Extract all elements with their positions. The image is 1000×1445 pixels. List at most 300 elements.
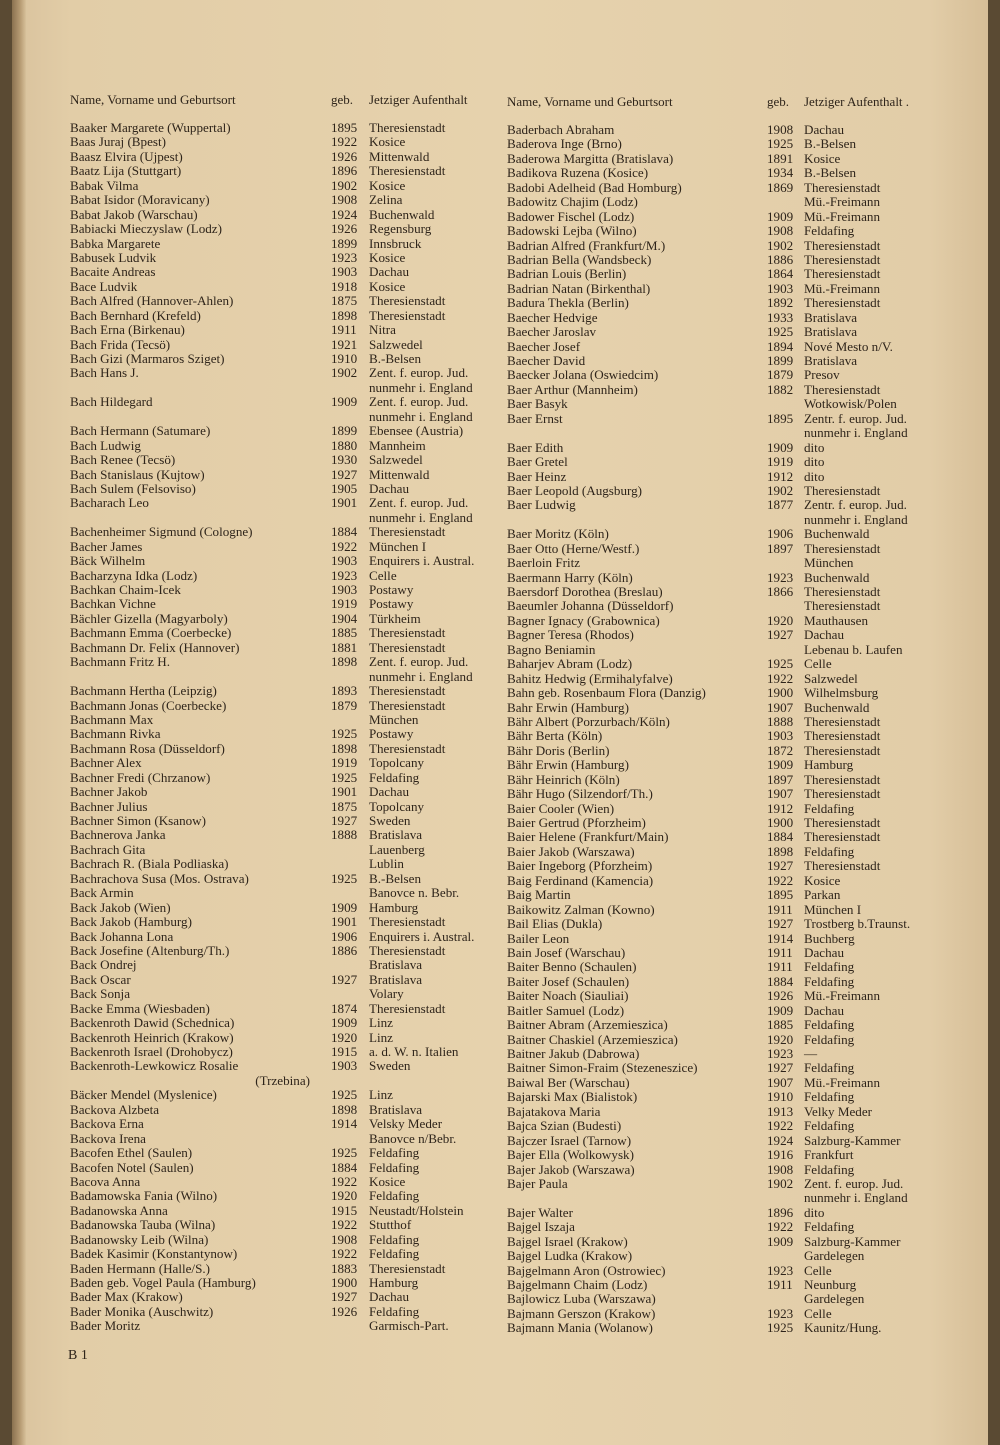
list-item: Bäcker Mendel (Myslenice) [70, 1087, 217, 1103]
list-item: Postawy [369, 596, 414, 612]
list-item [331, 987, 371, 1001]
list-item: B.-Belsen [369, 351, 422, 366]
list-item: Kosice [369, 249, 406, 265]
list-item: Theresienstadt [369, 914, 446, 930]
list-item: Baiter Josef (Schaulen) [507, 973, 630, 989]
list-item: Baer Ernst [507, 410, 563, 426]
list-item: 1912 [767, 800, 794, 816]
list-item: Badrian Alfred (Frankfurt/M.) [507, 237, 666, 253]
list-item: Baitner Jakub (Dabrowa) [507, 1046, 640, 1061]
list-item: Bach Stanislaus (Kujtow) [70, 466, 205, 482]
list-item: Baer Edith [507, 439, 564, 455]
list-item: Baderbach Abraham [507, 122, 615, 137]
list-item: Lauenberg [369, 841, 425, 857]
list-item: 1869 [767, 179, 794, 195]
list-item: 1901 [331, 495, 358, 511]
list-item: 1919 [767, 454, 794, 470]
list-item: 1905 [331, 480, 358, 496]
list-item: Baer Ludwig [507, 497, 576, 513]
list-item: Innsbruck [369, 235, 422, 251]
list-item: 1906 [767, 526, 794, 542]
list-item: 1898 [331, 1101, 358, 1117]
list-item: Feldafing [804, 1017, 855, 1033]
list-item: 1900 [331, 1275, 358, 1290]
list-item: Linz [369, 1087, 393, 1103]
list-item: 1915 [331, 1202, 358, 1218]
list-item: Baiwal Ber (Warschau) [507, 1074, 630, 1090]
list-item: Babak Vilma [70, 177, 139, 193]
list-item: Theresienstadt [804, 266, 881, 282]
list-item: Bahr Erwin (Hamburg) [507, 699, 629, 715]
list-item: Badamowska Fania (Wilno) [70, 1188, 218, 1204]
list-item: Buchberg [804, 930, 855, 946]
list-item: 1902 [331, 177, 358, 193]
list-item: Zentr. f. europ. Jud. [804, 497, 907, 513]
list-item: 1908 [331, 1231, 358, 1247]
list-item: 1879 [767, 367, 794, 383]
list-item: 1920 [767, 1031, 794, 1047]
list-item: Badanowska Anna [70, 1202, 168, 1218]
list-item: nunmehr i. England [804, 425, 908, 441]
list-item: Velsky Meder [369, 1116, 443, 1132]
list-item: 1891 [767, 150, 794, 166]
list-item: Sweden [369, 1058, 411, 1074]
list-item: 1896 [767, 1204, 794, 1220]
list-item: Kosice [369, 278, 406, 294]
list-item: Bähr Erwin (Hamburg) [507, 757, 629, 773]
list-item: Dachau [369, 480, 409, 496]
list-item: Bachner Jakob [70, 784, 148, 800]
list-item: Bachmann Hertha (Leipzig) [70, 683, 217, 699]
list-item: Bail Elias (Dukla) [507, 916, 603, 932]
list-item: 1911 [767, 959, 793, 975]
list-item: Zent. f. europ. Jud. [804, 1175, 904, 1191]
list-item: Bähr Hugo (Silzendorf/Th.) [507, 786, 653, 802]
list-item: 1914 [767, 930, 794, 946]
list-item: Baier Cooler (Wien) [507, 800, 615, 816]
list-item: Bajarski Max (Bialistok) [507, 1089, 638, 1105]
list-item: Bratislava [804, 309, 858, 325]
list-item: Theresienstadt [369, 697, 446, 713]
list-item: Badura Thekla (Berlin) [507, 295, 629, 311]
list-item [331, 1319, 371, 1333]
list-item: 1907 [767, 1074, 794, 1090]
list-item: Theresienstadt [804, 728, 881, 744]
list-item: Frankfurt [804, 1147, 854, 1163]
list-item: Feldafing [804, 1118, 855, 1134]
list-item: Bähr Heinrich (Köln) [507, 771, 620, 787]
list-item: Theresienstadt [369, 942, 446, 958]
list-item: 1898 [331, 307, 358, 323]
list-item: Neunburg [804, 1277, 857, 1292]
list-item: nunmehr i. England [804, 511, 908, 527]
list-item: Baitner Chaskiel (Arzemieszica) [507, 1031, 678, 1047]
list-item: Backenroth Israel (Drohobycz) [70, 1044, 233, 1059]
list-item: Bader Moritz [70, 1318, 141, 1334]
list-item: Mü.-Freimann [804, 280, 881, 296]
list-item: 1930 [331, 452, 358, 468]
list-item: Back Johanna Lona [70, 928, 174, 944]
list-item: 1925 [331, 870, 358, 886]
list-item: 1912 [767, 468, 794, 484]
left-year-column [331, 0, 371, 1445]
list-item: Feldafing [804, 1161, 855, 1177]
list-item: 1903 [331, 264, 358, 280]
list-item: a. d. W. n. Italien [369, 1044, 459, 1059]
list-item: Baecher David [507, 353, 586, 368]
list-item: 1902 [767, 237, 794, 253]
list-item: 1903 [331, 553, 358, 569]
list-item: Theresienstadt [369, 683, 446, 699]
list-item: Baig Martin [507, 887, 571, 903]
list-item: Backova Alzbeta [70, 1101, 160, 1117]
list-item: Kosice [369, 1173, 406, 1189]
list-item: Bachmann Fritz H. [70, 654, 170, 670]
list-item: Theresienstadt [804, 598, 881, 614]
list-item [70, 381, 320, 395]
list-item: 1886 [767, 251, 794, 267]
list-item: Baer Basyk [507, 396, 568, 412]
list-item: Bach Hans J. [70, 365, 139, 381]
list-item: Babat Jakob (Warschau) [70, 206, 198, 222]
list-item [331, 886, 371, 900]
list-item: Baermann Harry (Köln) [507, 569, 633, 585]
list-item: Baikowitz Zalman (Kowno) [507, 901, 655, 917]
list-item: Bagner Ignacy (Grabownica) [507, 612, 660, 628]
list-item: Bach Alfred (Hannover-Ahlen) [70, 293, 234, 309]
list-item: München [804, 555, 854, 571]
list-item: Bachrach R. (Biala Podliaska) [70, 856, 229, 872]
list-item: 1923 [331, 249, 358, 265]
list-item: Theresienstadt [804, 381, 881, 397]
list-item: Mü.-Freimann [804, 1074, 881, 1090]
list-item: 1921 [331, 336, 358, 352]
list-item: Hamburg [804, 757, 854, 773]
list-item: Theresienstadt [804, 858, 881, 874]
list-item: 1898 [331, 654, 358, 670]
list-item: Backe Emma (Wiesbaden) [70, 1000, 210, 1016]
list-item: Hamburg [369, 899, 419, 915]
list-item: Baitner Simon-Fraim (Stezeneszice) [507, 1060, 698, 1076]
list-item: Badowitz Chajim (Lodz) [507, 194, 638, 210]
list-item [767, 1249, 807, 1263]
page-number: B 1 [68, 1348, 88, 1363]
list-item: Baier Ingeborg (Pforzheim) [507, 858, 653, 874]
list-item: 1897 [767, 771, 794, 787]
list-item: Bachner Julius [70, 798, 148, 814]
right-place-header: Jetziger Aufenthalt . [804, 94, 910, 109]
list-item: Bachner Simon (Ksanow) [70, 813, 207, 828]
list-item: Back Josefine (Altenburg/Th.) [70, 942, 230, 958]
list-item: Baecher Josef [507, 338, 581, 354]
list-item: Bach Hildegard [70, 394, 153, 410]
list-item: Bach Ludwig [70, 437, 141, 453]
list-item: Bajgelmann Aron (Ostrowiec) [507, 1262, 666, 1278]
list-item: 1902 [767, 1175, 794, 1191]
list-item: Theresienstadt [369, 163, 446, 179]
right-year-header: geb. [767, 94, 790, 109]
list-item: Feldafing [804, 223, 855, 239]
list-item: Theresienstadt [804, 295, 881, 311]
list-item [70, 670, 320, 684]
list-item: Badrian Natan (Birkenthal) [507, 280, 651, 296]
list-item: Babusek Ludvik [70, 249, 157, 265]
list-item: 1899 [331, 235, 358, 251]
list-item: Bader Max (Krakow) [70, 1289, 183, 1305]
list-item: Celle [369, 567, 397, 583]
list-item: 1900 [767, 685, 794, 701]
list-item: Bächler Gizella (Magyarboly) [70, 610, 228, 626]
list-item: Bajczer Israel (Tarnow) [507, 1132, 632, 1148]
list-item: Bajmann Gerszon (Krakow) [507, 1305, 656, 1321]
list-item: Nové Mesto n/V. [804, 338, 893, 354]
list-item: 1866 [767, 584, 794, 599]
list-item: Bader Monika (Auschwitz) [70, 1303, 214, 1319]
list-item: Baderowa Margitta (Bratislava) [507, 150, 674, 166]
list-item: Banovce n/Bebr. [369, 1130, 457, 1146]
list-item: Badrian Louis (Berlin) [507, 266, 627, 282]
list-item [767, 1292, 807, 1306]
list-item: 1899 [331, 423, 358, 439]
list-item: Bajatakova Maria [507, 1103, 601, 1119]
list-item: Bace Ludvik [70, 278, 138, 294]
binding-gutter [12, 0, 26, 1445]
list-item: Feldafing [369, 1246, 420, 1262]
list-item: 1919 [331, 596, 358, 612]
list-item: Salzwedel [369, 452, 423, 468]
list-item: 1913 [767, 1103, 794, 1119]
list-item: Bajer Jakob (Warszawa) [507, 1161, 635, 1177]
list-item: Badek Kasimir (Konstantynow) [70, 1246, 238, 1262]
list-item: Baharjev Abram (Lodz) [507, 656, 633, 672]
list-item: 1924 [331, 206, 358, 222]
list-item: 1922 [767, 1219, 794, 1235]
list-item: 1899 [767, 353, 794, 368]
list-item: (Trzebina) [255, 1072, 310, 1088]
list-item: München [369, 711, 419, 727]
list-item [507, 426, 757, 440]
list-item: Dachau [804, 1002, 844, 1018]
list-item: Buchenwald [804, 699, 870, 715]
list-item: 1893 [331, 683, 358, 699]
list-item: Back Jakob (Hamburg) [70, 914, 192, 930]
list-item: Bratislava [369, 1101, 423, 1117]
list-item: Baecker Jolana (Oswiedcim) [507, 367, 659, 383]
list-item: 1925 [767, 324, 794, 340]
list-item: Kosice [369, 177, 406, 193]
list-item: Mü.-Freimann [804, 208, 881, 224]
list-item: Feldafing [369, 1303, 420, 1319]
list-item: Bajgel Iszaja [507, 1219, 575, 1235]
list-item: 1886 [331, 942, 358, 958]
list-item: Baitler Samuel (Lodz) [507, 1002, 625, 1018]
list-item: Dachau [804, 944, 844, 960]
left-name-list [70, 121, 320, 1334]
list-item: 1926 [767, 988, 794, 1004]
list-item: Sweden [369, 813, 411, 828]
list-item: Badanowsky Leib (Wilna) [70, 1231, 209, 1247]
list-item: Badikova Ruzena (Kosice) [507, 165, 649, 181]
list-item: Feldafing [369, 769, 420, 785]
list-item: Salzwedel [369, 336, 423, 352]
list-item: Dachau [369, 1289, 409, 1305]
list-item: Back Sonja [70, 986, 131, 1002]
list-item: 1892 [767, 295, 794, 311]
list-item: Banovce n. Bebr. [369, 885, 460, 901]
list-item: Bratislava [804, 353, 858, 368]
list-item: Bachenheimer Sigmund (Cologne) [70, 524, 253, 540]
list-item: Theresienstadt [804, 584, 881, 599]
list-item: Lublin [369, 856, 404, 872]
right-name-column [507, 2, 757, 1445]
list-item [507, 513, 757, 527]
list-item: 1915 [331, 1044, 358, 1059]
list-item: Zent. f. europ. Jud. [369, 495, 469, 511]
list-item: 1903 [331, 582, 358, 597]
list-item: Feldafing [804, 1031, 855, 1047]
list-item: Theresienstadt [804, 829, 881, 845]
list-item: Buchenwald [369, 206, 435, 222]
list-item: 1902 [331, 365, 358, 381]
list-item: Enquirers i. Austral. [369, 553, 475, 569]
list-item: 1864 [767, 266, 794, 282]
list-item: Bratislava [369, 827, 423, 843]
list-item: 1925 [767, 1320, 794, 1336]
list-item: Lebenau b. Laufen [804, 641, 903, 657]
list-item: 1923 [331, 567, 358, 583]
list-item [507, 1191, 757, 1205]
list-item: 1908 [331, 192, 358, 208]
list-item: Feldafing [804, 800, 855, 816]
list-item: dito [804, 468, 825, 484]
list-item: Bajmann Mania (Wolanow) [507, 1320, 653, 1336]
left-place-list [369, 121, 511, 1334]
list-item [331, 511, 371, 525]
list-item: dito [804, 439, 825, 455]
list-item [331, 958, 371, 972]
list-item: Bachrachova Susa (Mos. Ostrava) [70, 870, 249, 886]
list-item: 1926 [331, 1303, 358, 1319]
list-item [70, 410, 320, 424]
list-item: 1884 [767, 973, 794, 989]
left-year-list [331, 121, 371, 1334]
list-item: — [804, 1046, 818, 1061]
list-item: Theresienstadt [369, 1000, 446, 1016]
list-item: 1927 [767, 627, 794, 643]
list-item: München I [804, 901, 862, 917]
list-item: 1918 [331, 278, 358, 294]
list-item: Bacofen Notel (Saulen) [70, 1159, 194, 1175]
list-item: Zent. f. europ. Jud. [369, 394, 469, 410]
list-item: 1922 [767, 670, 794, 686]
list-item: Neustadt/Holstein [369, 1202, 464, 1218]
list-item: 1909 [767, 208, 794, 224]
list-item: 1879 [331, 697, 358, 713]
list-item: Back Oscar [70, 971, 131, 987]
list-item: Bachmann Rivka [70, 726, 161, 742]
list-item: Mittenwald [369, 148, 430, 164]
left-name-column [70, 0, 320, 1445]
list-item [369, 1074, 511, 1088]
list-item: 1922 [331, 538, 358, 554]
list-item: Bäck Wilhelm [70, 553, 146, 569]
list-item: Linz [369, 1029, 393, 1045]
list-item: 1922 [331, 1173, 358, 1189]
list-item: Postawy [369, 726, 414, 742]
list-item: 1927 [331, 466, 358, 482]
list-item: Dachau [804, 122, 844, 137]
left-year-header: geb. [331, 92, 354, 107]
list-item: 1922 [331, 134, 358, 150]
list-item: Back Armin [70, 885, 134, 901]
list-item: 1902 [767, 482, 794, 498]
list-item: 1908 [767, 122, 794, 137]
list-item: 1923 [767, 1305, 794, 1321]
list-item: Badower Fischel (Lodz) [507, 208, 635, 224]
right-name-list [507, 123, 757, 1336]
list-item: Bacharach Leo [70, 495, 149, 511]
list-item: Bachkan Chaim-Icek [70, 582, 181, 597]
list-item: 1923 [767, 1262, 794, 1278]
list-item: Bachmann Rosa (Düsseldorf) [70, 740, 225, 756]
list-item: Feldafing [369, 1159, 420, 1175]
list-item: Bratislava [369, 957, 423, 973]
list-item [331, 670, 371, 684]
list-item: Presov [804, 367, 840, 383]
list-item: Mü.-Freimann [804, 194, 881, 210]
list-item: Linz [369, 1015, 393, 1031]
list-item [331, 843, 371, 857]
list-item: Bähr Albert (Porzurbach/Köln) [507, 713, 670, 729]
list-item: Mannheim [369, 437, 426, 453]
list-item: Theresienstadt [369, 307, 446, 323]
list-item: Theresienstadt [804, 713, 881, 729]
list-item: Bratislava [369, 971, 423, 987]
list-item: Türkheim [369, 610, 421, 626]
list-item: Theresienstadt [804, 540, 881, 556]
list-item: 1927 [767, 1060, 794, 1076]
list-item: Baer Leopold (Augsburg) [507, 482, 643, 498]
list-item: Back Ondrej [70, 957, 137, 973]
list-item: München I [369, 538, 427, 554]
right-place-column [804, 2, 954, 1445]
list-item: Bacaite Andreas [70, 264, 156, 280]
list-item: dito [804, 454, 825, 470]
document-page [12, 0, 988, 1445]
list-item: 1895 [767, 410, 794, 426]
list-item: Baaker Margarete (Wuppertal) [70, 120, 231, 135]
list-item: Bähr Berta (Köln) [507, 728, 603, 744]
list-item [767, 556, 807, 570]
list-item: Bachmann Max [70, 711, 154, 727]
list-item: 1903 [767, 280, 794, 296]
list-item: 1888 [331, 827, 358, 843]
list-item: Hamburg [369, 1275, 419, 1290]
list-item: Badobi Adelheid (Bad Homburg) [507, 179, 682, 195]
list-item: nunmehr i. England [804, 1190, 908, 1206]
list-item: Theresienstadt [804, 786, 881, 802]
list-item: Zelina [369, 192, 403, 208]
list-item [767, 599, 807, 613]
list-item: Bajgelmann Chaim (Lodz) [507, 1277, 648, 1292]
list-item: Bacher James [70, 538, 143, 554]
list-item: Bachkan Vichne [70, 596, 156, 612]
list-item: Kosice [369, 134, 406, 150]
list-item: Bajca Szian (Budesti) [507, 1118, 622, 1134]
list-item [767, 397, 807, 411]
list-item: 1877 [767, 497, 794, 513]
list-item: Bach Frida (Tecsö) [70, 336, 171, 352]
